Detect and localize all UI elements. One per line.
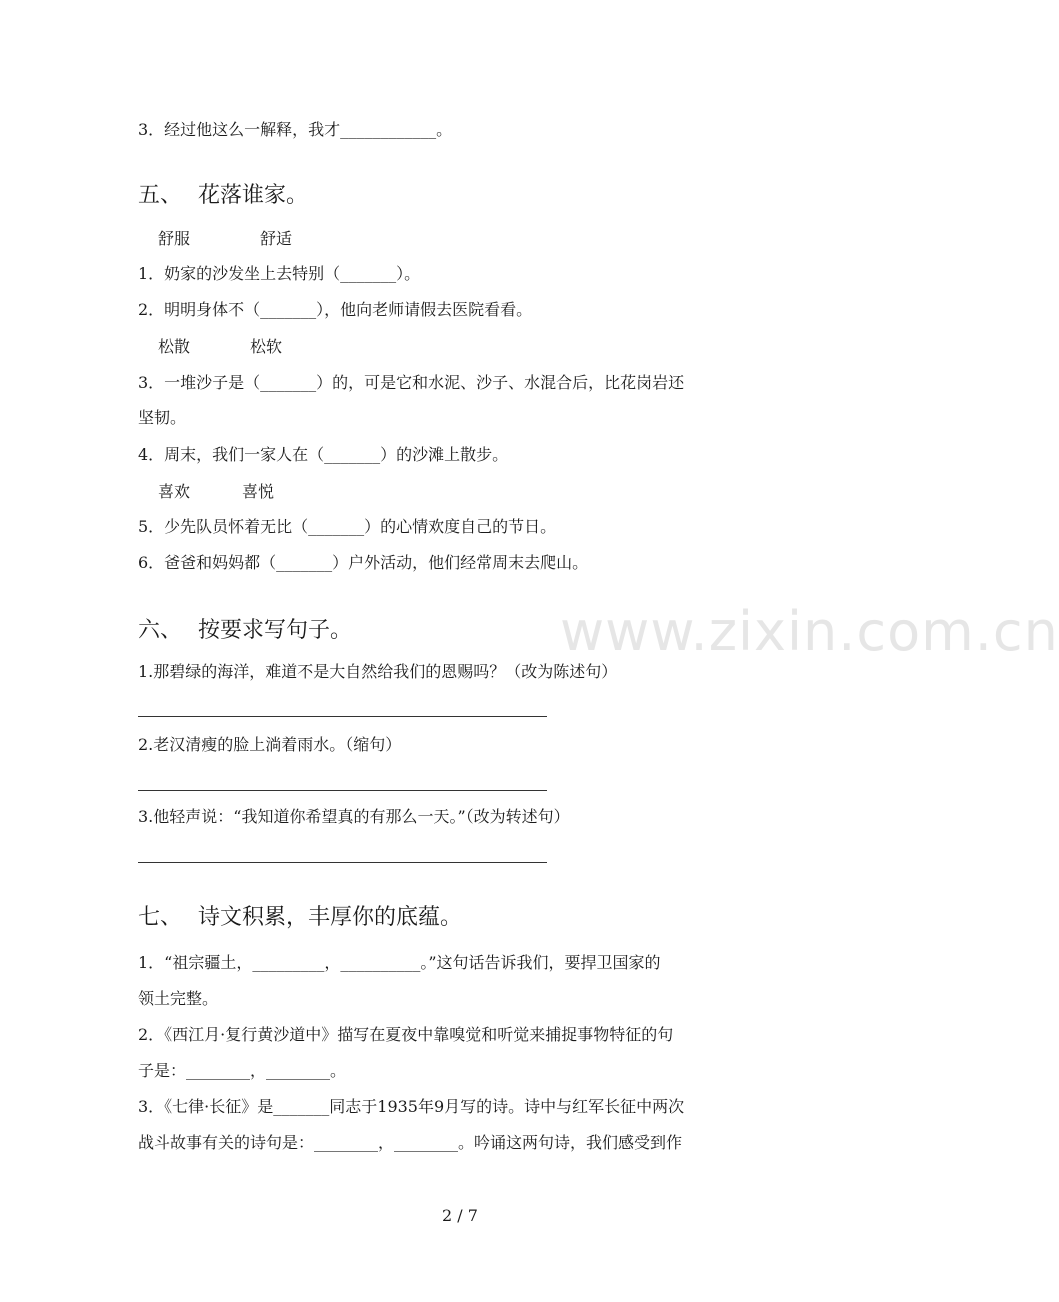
word-pair-2: [158, 337, 282, 357]
fill-sentence-5: 5．少先队员怀着无比（_______）的心情欢度自己的节日。: [138, 517, 557, 536]
word-option: 舒适: [260, 229, 293, 248]
section-five-heading: [138, 182, 308, 210]
section-six-title: 按要求写句子。: [198, 618, 353, 643]
section-five-title: 花落谁家。: [198, 183, 309, 208]
rewrite-question-2: 2.老汉清瘦的脸上淌着雨水。（缩句）: [138, 735, 402, 754]
page-number: 2 / 7: [442, 1206, 478, 1225]
answer-line: [138, 790, 547, 791]
poem-question-3: 3．《七律·长征》是_______同志于1935年9月写的诗。诗中与红军长征中两次: [138, 1097, 685, 1116]
section-seven-number: 七、: [138, 905, 183, 930]
question-5-3-previous: 3．经过他这么一解释，我才____________。: [138, 120, 453, 139]
poem-question-2-continued: 子是：________，________。: [138, 1061, 347, 1080]
section-six-number: 六、: [138, 618, 183, 643]
answer-line: [138, 862, 547, 863]
word-pair-1: [158, 229, 292, 249]
word-option: 松软: [250, 337, 283, 356]
poem-question-2: 2．《西江月·复行黄沙道中》描写在夏夜中靠嗅觉和听觉来捕捉事物特征的句: [138, 1025, 674, 1044]
word-option: 喜欢: [158, 482, 191, 501]
poem-question-1-continued: 领土完整。: [138, 989, 219, 1008]
word-option: 舒服: [158, 229, 191, 248]
poem-question-3-continued: 战斗故事有关的诗句是：________，________。吟诵这两句诗，我们感受到作: [138, 1133, 683, 1152]
answer-line: [138, 716, 547, 717]
poem-question-1: 1．“祖宗疆土，_________，__________。”这句话告诉我们，要捍卫国家的: [138, 953, 661, 972]
word-pair-3: [158, 482, 274, 502]
fill-sentence-6: 6．爸爸和妈妈都（_______）户外活动，他们经常周末去爬山。: [138, 553, 589, 572]
fill-sentence-3: 3．一堆沙子是（_______）的，可是它和水泥、沙子、水混合后，比花岗岩还: [138, 373, 685, 392]
watermark: www.zixin.com.cn: [560, 600, 1059, 663]
section-seven-title: 诗文积累，丰厚你的底蕴。: [198, 905, 463, 930]
section-five-number: 五、: [138, 183, 183, 208]
section-six-heading: [138, 617, 352, 645]
fill-sentence-4: 4．周末，我们一家人在（_______）的沙滩上散步。: [138, 445, 509, 464]
fill-sentence-2: 2．明明身体不（_______），他向老师请假去医院看看。: [138, 300, 533, 319]
fill-sentence-1: 1．奶家的沙发坐上去特别（_______）。: [138, 264, 421, 283]
rewrite-question-3: 3.他轻声说：“我知道你希望真的有那么一天。”（改为转述句）: [138, 807, 570, 826]
section-seven-heading: [138, 904, 462, 932]
fill-sentence-3-continued: 坚韧。: [138, 408, 187, 427]
word-option: 喜悦: [242, 482, 275, 501]
word-option: 松散: [158, 337, 191, 356]
rewrite-question-1: 1.那碧绿的海洋，难道不是大自然给我们的恩赐吗？（改为陈述句）: [138, 662, 618, 681]
